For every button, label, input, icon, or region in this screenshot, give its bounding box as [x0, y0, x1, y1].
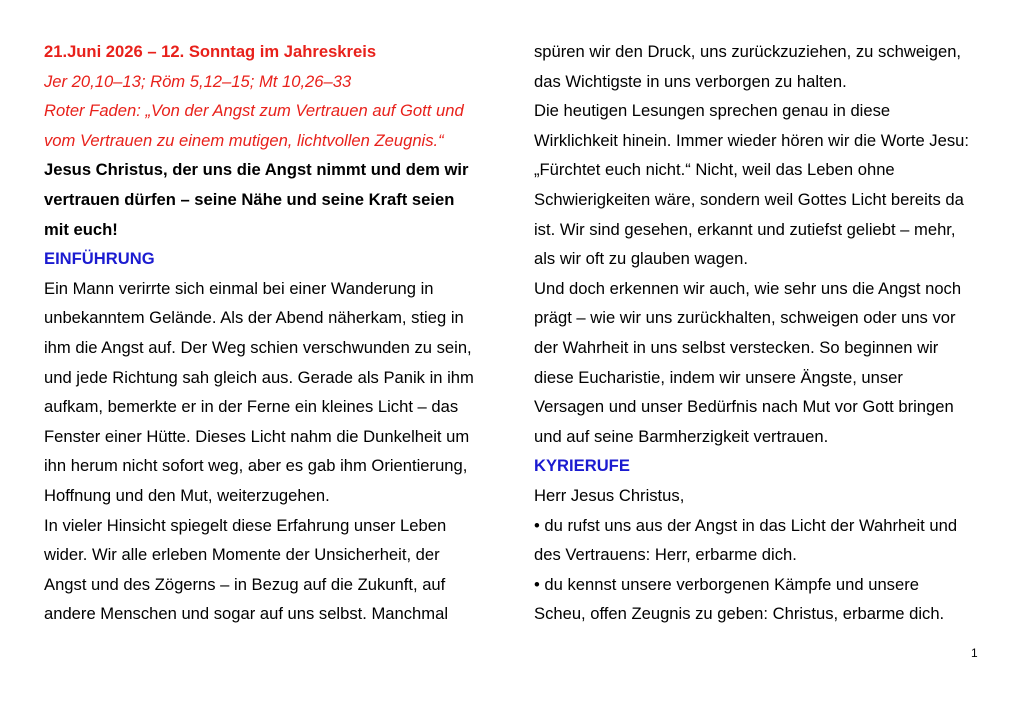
body-line: das Wichtigste in uns verborgen zu halten.	[534, 71, 847, 91]
body-line: Fenster einer Hütte. Dieses Licht nahm die Dunkelheit um	[44, 426, 470, 446]
kyrie-heading: KYRIERUFE	[534, 456, 630, 476]
right-column	[534, 37, 984, 629]
body-line: der Wahrheit in uns selbst verstecken. So beginnen wir	[534, 337, 939, 357]
kyrie-line: • du rufst uns aus der Angst in das Licht der Wahrheit und	[534, 515, 958, 535]
thread-line: Roter Faden: „Von der Angst zum Vertrauen auf Gott und	[44, 101, 464, 121]
thread-line: vom Vertrauen zu einem mutigen, lichtvollen Zeugnis.“	[44, 130, 444, 150]
body-line: „Fürchtet euch nicht.“ Nicht, weil das Leben ohne	[534, 160, 895, 180]
body-line: Versagen und unser Bedürfnis nach Mut vor Gott bringen	[534, 397, 954, 417]
body-line: ist. Wir sind gesehen, erkannt und zutiefst geliebt – mehr,	[534, 219, 956, 239]
body-line: Ein Mann verirrte sich einmal bei einer Wanderung in	[44, 278, 434, 298]
body-line: prägt – wie wir uns zurückhalten, schweigen oder uns vor	[534, 308, 956, 328]
body-line: als wir oft zu glauben wagen.	[534, 249, 749, 269]
greeting-line: Jesus Christus, der uns die Angst nimmt und dem wir	[44, 160, 469, 180]
body-line: wider. Wir alle erleben Momente der Unsicherheit, der	[44, 545, 440, 565]
body-line: Angst und des Zögerns – in Bezug auf die Zukunft, auf	[44, 574, 446, 594]
body-line: ihm die Angst auf. Der Weg schien verschwunden zu sein,	[44, 337, 472, 357]
body-line: und auf seine Barmherzigkeit vertrauen.	[534, 426, 829, 446]
body-line: unbekanntem Gelände. Als der Abend näherkam, stieg in	[44, 308, 464, 328]
body-line: ihn herum nicht sofort weg, aber es gab ihm Orientierung,	[44, 456, 468, 476]
left-column	[44, 37, 494, 629]
body-line: In vieler Hinsicht spiegelt diese Erfahrung unser Leben	[44, 515, 447, 535]
body-line: diese Eucharistie, indem wir unsere Ängste, unser	[534, 367, 903, 387]
body-line: und jede Richtung sah gleich aus. Gerade als Panik in ihm	[44, 367, 474, 387]
kyrie-line: Herr Jesus Christus,	[534, 485, 685, 505]
body-line: Schwierigkeiten wäre, sondern weil Gottes Licht bereits da	[534, 189, 964, 209]
body-line: Hoffnung und den Mut, weiterzugehen.	[44, 485, 330, 505]
kyrie-line: des Vertrauens: Herr, erbarme dich.	[534, 545, 797, 565]
body-line: spüren wir den Druck, uns zurückzuziehen, zu schweigen,	[534, 42, 962, 61]
body-line: aufkam, bemerkte er in der Ferne ein kleines Licht – das	[44, 397, 459, 417]
kyrie-line: • du kennst unsere verborgenen Kämpfe und unsere	[534, 574, 919, 594]
greeting-line: vertrauen dürfen – seine Nähe und seine Kraft seien	[44, 189, 455, 209]
kyrie-line: Scheu, offen Zeugnis zu geben: Christus, erbarme dich.	[534, 604, 945, 624]
body-line: Die heutigen Lesungen sprechen genau in diese	[534, 101, 891, 121]
page-number: 1	[971, 646, 978, 660]
body-line: Und doch erkennen wir auch, wie sehr uns die Angst noch	[534, 278, 962, 298]
scripture-readings: Jer 20,10–13; Röm 5,12–15; Mt 10,26–33	[44, 71, 352, 91]
body-line: andere Menschen und sogar auf uns selbst. Manchmal	[44, 604, 449, 624]
document-title: 21.Juni 2026 – 12. Sonntag im Jahreskreis	[44, 42, 377, 61]
greeting-line: mit euch!	[44, 219, 118, 239]
intro-heading: EINFÜHRUNG	[44, 249, 155, 269]
body-line: Wirklichkeit hinein. Immer wieder hören wir die Worte Jesu:	[534, 130, 969, 150]
